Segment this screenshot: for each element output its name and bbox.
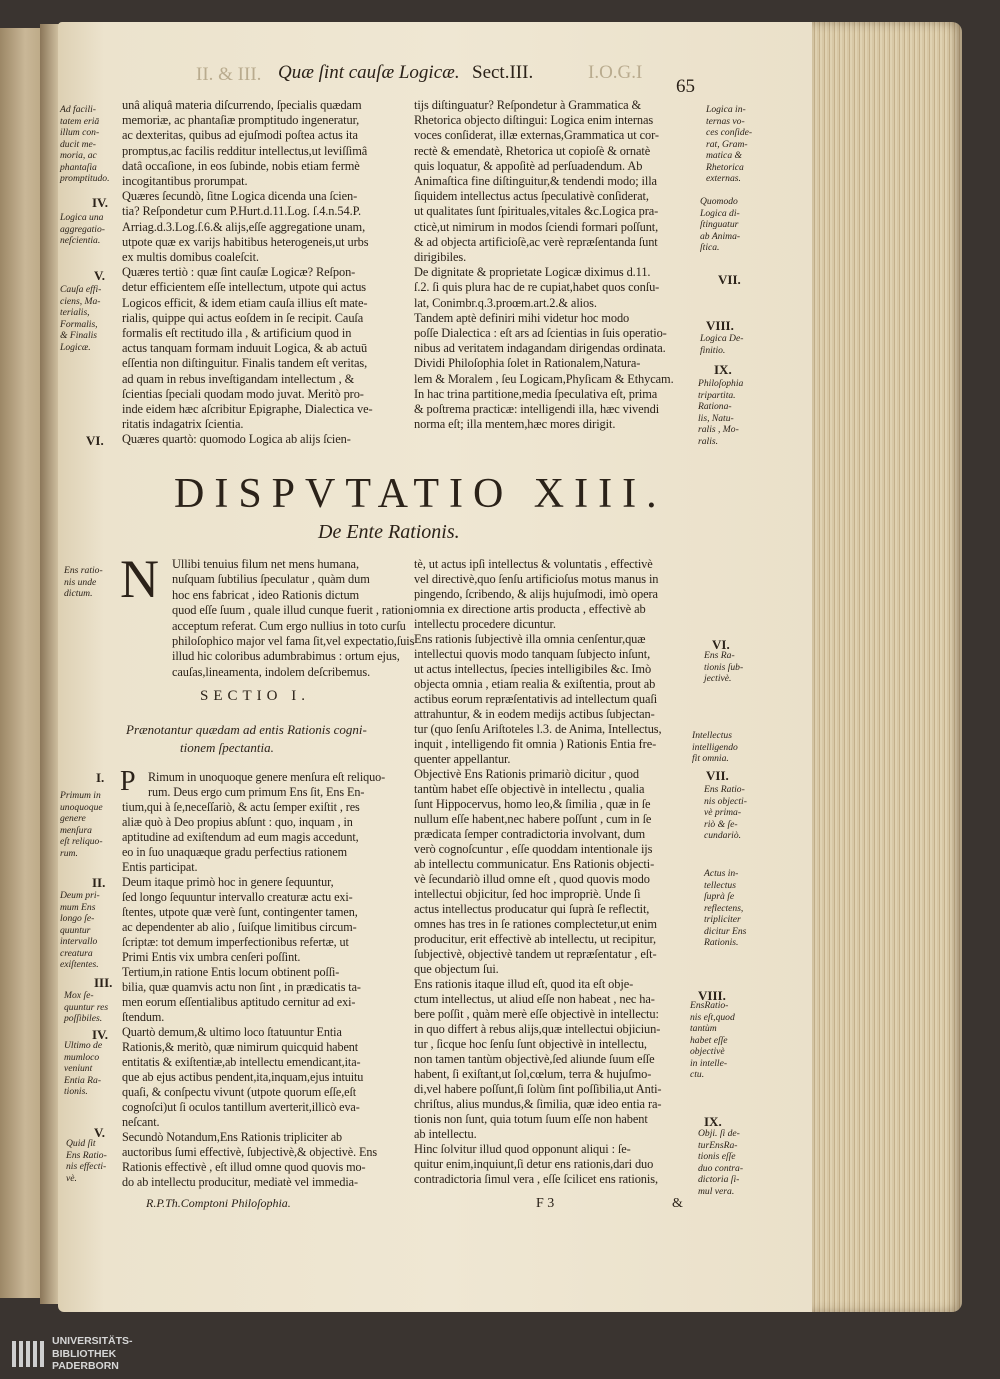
text-line: hoc ens fabricat , ideo Rationis dictum — [172, 587, 360, 602]
marginal-note: tellectus — [704, 879, 736, 891]
marginal-note: ſuprà ſe — [704, 891, 735, 902]
text-line: unâ aliquâ materia diſcurrendo, ſpecialis quædam — [122, 98, 362, 112]
text-line: Hinc ſolvitur illud quod opponunt aliqui : ſe- — [414, 1142, 631, 1156]
text-line: quitur enim,inquiunt,ſi detur ens rationis,dari duo — [414, 1157, 654, 1171]
marginal-note: vè. — [66, 1172, 77, 1184]
signature-mark: F 3 — [536, 1196, 555, 1211]
marginal-note: ſtinguatur — [700, 219, 739, 230]
marginal-note: reflectens, — [704, 902, 744, 914]
marginal-note: ctu. — [690, 1069, 705, 1080]
text-line: nibus ad veritatem indagandam dirigendas ordinata. — [414, 341, 666, 356]
text-line: Arriag.d.3.Log.ſ.6.& alijs,eſſe aggregatione unam, — [122, 219, 366, 234]
text-line: & poſtrema practicæ: intelligendi illa, hæc vivendi — [414, 402, 660, 416]
marginal-note: Quid ſit — [66, 1138, 96, 1149]
number-viii-top: VIII. — [706, 318, 734, 333]
marginal-note: Ens Ratio- — [704, 784, 745, 795]
marginal-note: illum con- — [60, 127, 100, 138]
text-line: quod eſſe ſuum , quale illud cunque fuerit , rationi — [172, 603, 414, 618]
marginal-note: Ad facili- — [60, 104, 96, 115]
text-line: Animaſtica fine diſtinguitur,& tendendi modo; illa — [414, 174, 657, 188]
text-line: promptus,ac facilis redditur intellectus,ut leviſſimâ — [122, 143, 368, 158]
text-line: attrahuntur, & in eodem medijs actibus ſubjectan- — [414, 707, 655, 721]
marginal-note: & Finalis — [60, 330, 98, 341]
number-ii: II. — [92, 875, 106, 890]
text-line: ut actus intellectus, ſpecies intelligibiles &c. Imò — [414, 662, 652, 676]
marginal-note: dicitur Ens — [704, 925, 747, 937]
marginal-note: ciens, Ma- — [60, 295, 101, 307]
number-iii: III. — [94, 975, 113, 990]
text-line: ab intellectu. — [414, 1127, 477, 1141]
marginal-note: Cauſa effi- — [60, 284, 102, 295]
text-line: omnes has tres in ſe rationes complectetur,ut enim — [414, 917, 657, 931]
marginal-note: turEnsRa- — [698, 1139, 738, 1151]
text-line: Rhetorica objecto diſtingui: Logica enim internas — [414, 113, 654, 128]
marginal-note: lis, Natu- — [698, 412, 734, 424]
marginal-note: creatura — [60, 947, 93, 959]
marginal-note: mul vera. — [698, 1185, 735, 1197]
marginal-note: matica & — [706, 150, 742, 161]
text-line: tè, ut actus ipſi intellectus & voluntatis , effectivè — [414, 557, 653, 571]
marginal-note: ducit me- — [60, 138, 96, 150]
text-line: lem & Moralem , ſeu Logicam,Phyſicam & Ethycam. — [414, 371, 674, 386]
text-line: entitatis & exiſtentiæ,ab intellectu emendicant,ita- — [122, 1055, 361, 1069]
marginal-note: Logica di- — [700, 207, 740, 219]
marginal-note: eſt reliquo- — [60, 836, 103, 847]
text-line: ad quam in rebus inveſtigandam intellectum , & — [122, 371, 355, 386]
marginal-note: tatem eriā — [60, 115, 100, 127]
catchword: & — [672, 1196, 683, 1211]
marginal-note: intelligendo — [692, 741, 738, 753]
text-line: intellectui quovis modo tanquam ſubjecto inſunt, — [414, 647, 651, 661]
text-line: lat, Conimbr.q.3.proœm.art.2.& alios. — [414, 295, 597, 310]
text-line: incogitantibus prorumpat. — [122, 174, 248, 188]
text-line: acceptum referat. Cum ergo nullius in toto curſu — [172, 618, 406, 633]
text-line: bilia, quæ quamvis actu non ſint , in prædicatis ta- — [122, 980, 361, 994]
text-line: rum. Deus ergo cum primum Ens ſit, Ens En- — [148, 785, 365, 799]
running-section: Sect.III. — [472, 62, 534, 83]
marginal-note: tionis ſub- — [704, 661, 744, 673]
text-line: tur , ſicque hoc ſenſu ſunt objectivè in intellectu, — [414, 1037, 647, 1051]
text-line: Objectivè Ens Rationis primariò dicitur , quod — [414, 767, 639, 781]
marginal-note: Ultimo de — [64, 1040, 103, 1051]
text-line: Tertium,in ratione Entis locum obtinent poſſi- — [122, 965, 340, 979]
text-line: voces conſiderat, illæ externas,Grammatica ut cor- — [414, 128, 659, 143]
text-line: objecta omnia , etiam realia & exiſtentia, prout ab — [414, 677, 656, 691]
text-line: tantùm habet eſſe objectivè in intellectu , qualia — [414, 782, 645, 796]
number-v: V. — [94, 1125, 105, 1140]
text-line: habent, ſi exiſtant,ut ſol,cœlum, terra & hujuſmo- — [414, 1067, 652, 1081]
number-v-top: V. — [94, 268, 105, 283]
marginal-note: riò & ſe- — [704, 818, 738, 830]
text-line: aptitudine ad exiſtendum ad eum magis accedunt, — [122, 830, 359, 844]
text-line: non tamen tantùm objectivè,ſed aliunde ſuum eſſe — [414, 1052, 655, 1066]
text-line: ritatis indagatrix ſcientia. — [122, 417, 244, 432]
text-line: prædicata ſemper contradictoria involvant, dum — [414, 827, 646, 841]
text-line: ut qualitates ſunt ſpirituales,vitales &c.Logica pra- — [414, 204, 659, 219]
text-line: ſtendum. — [122, 1010, 165, 1024]
text-line: tium,qui à ſe,neceſſariò, & actu ſemper exiſtit , res — [122, 800, 360, 814]
number-vii-top: VII. — [718, 272, 741, 287]
marginal-note: Philoſophia — [698, 378, 744, 389]
section-dropcap: P — [120, 766, 136, 797]
marginal-note: rat, Gram- — [706, 138, 748, 150]
text-line: vè ſecundariò illud omne eſt , quod quovis modo — [414, 872, 650, 886]
page-fore-edge — [812, 22, 962, 1312]
text-line: ſtentes, utpote quæ verè ſunt, contingenter tamen, — [122, 905, 358, 919]
marginal-note: cundariò. — [704, 830, 742, 841]
marginal-note: Deum pri- — [60, 890, 100, 901]
text-line: chriſtus, alius mundus,& ſimilia, quæ ideo entia ra- — [414, 1097, 662, 1111]
marginal-note: duo contra- — [698, 1162, 744, 1174]
text-line: neſcant. — [122, 1115, 160, 1129]
text-line: ſiquidem intellectus actus ſpeculativè conſiderat, — [414, 189, 649, 204]
text-line: Quartò demum,& ultimo loco ſtatuuntur Entia — [122, 1025, 342, 1039]
text-line: cognoſci)ut ſi oculos tantillum averterit,illicò eva- — [122, 1100, 360, 1114]
text-line: Primi Entis vix umbra cenſeri poſſint. — [122, 950, 301, 964]
library-logo-icon — [10, 1337, 46, 1371]
marginal-note: genere — [60, 813, 86, 824]
marginal-note: ſtica. — [700, 242, 720, 253]
marginal-note: quuntur — [60, 924, 91, 936]
marginal-note: Rationa- — [698, 401, 732, 412]
text-line: nuſquam ſubtilius ſpeculatur , quàm dum — [172, 572, 370, 587]
marginal-note: moria, ac — [60, 150, 97, 161]
marginal-note: habet eſſe — [690, 1034, 728, 1046]
number-vi-top: VI. — [86, 433, 104, 448]
marginal-note: Rationis. — [704, 937, 739, 948]
text-line: que ab ejus actibus pendent,ita,inquam,ejus intuitu — [122, 1070, 364, 1084]
marginal-note: tantùm — [690, 1023, 717, 1034]
text-line: eſſentia non diſtinguitur. Finalis tandem eſt veritas, — [122, 356, 368, 371]
text-line: ac dexteritas, quibus ad ejuſmodi poſtea actus ita — [122, 128, 358, 143]
number-vi: VI. — [712, 637, 730, 652]
text-line: ſed longo ſequuntur intervallo creaturæ actu exi- — [122, 890, 353, 904]
library-name — [52, 1335, 133, 1373]
marginal-note: intervallo — [60, 936, 98, 947]
text-line: Rationis,& meritò, quæ nimirum quicquid habent — [122, 1040, 359, 1054]
page-number: 65 — [676, 76, 695, 97]
text-line: dirigibiles. — [414, 250, 467, 264]
marginal-note: ternas vo- — [706, 115, 745, 127]
text-line: tur (quo ſenſu Ariſtoteles l.3. de Anima, Intellectus, — [414, 722, 662, 736]
text-line: ab intellectu communicatur. Ens Rationis objecti- — [414, 857, 655, 871]
marginal-note: vè prima- — [704, 807, 742, 818]
text-line: quaſi, & conſpectu vivunt (utpote quorum eſſe,eſt — [122, 1085, 357, 1099]
text-line: Logicos efficit, & idem etiam cauſa illius eſt mate- — [122, 295, 368, 310]
marginal-note: ralis. — [698, 435, 718, 447]
text-line: Secundò Notandum,Ens Rationis tripliciter ab — [122, 1130, 343, 1144]
marginal-note: finitio. — [700, 344, 726, 356]
text-line: datâ occaſione, in eos ſubinde, nobis etiam fermè — [122, 158, 360, 173]
marginal-note: longo ſe- — [60, 913, 95, 924]
library-logo — [0, 1329, 1000, 1379]
marginal-note: quuntur res — [64, 1001, 109, 1013]
marginal-note: ralis , Mo- — [698, 424, 739, 435]
marginal-note: rum. — [60, 847, 78, 859]
text-line: producitur, erit effectivè ab intellectu, ut recipitur, — [414, 932, 657, 946]
marginal-note: fit omnia. — [692, 753, 729, 764]
text-line: philoſophico major vel fama ſit,vel expectatio,ſuis — [172, 634, 415, 648]
text-line: ſcientias ſpeciali quodam modo juvat. Meritò pro- — [122, 386, 364, 401]
marginal-note: Intellectus — [692, 730, 732, 741]
text-line: & ad objecta artificioſè,ac verè repræſentanda ſunt — [414, 234, 658, 249]
text-line: nullum eſſe habent,nec habere poſſunt , cum in ſe — [414, 812, 652, 826]
marginal-note: Logica una — [60, 212, 104, 223]
text-line: actus intellectus producatur qui ſuprà ſe reflectit, — [414, 902, 650, 916]
marginal-note: Logicæ. — [60, 341, 91, 353]
marginal-note: Entia Ra- — [64, 1074, 102, 1086]
library-line-3: PADERBORN — [52, 1360, 119, 1372]
sectio-title: SECTIO I. — [200, 688, 310, 704]
text-line: detur efficientem eſſe intellectum, utpote qui actus — [122, 280, 367, 295]
text-line: di,vel habere poſſunt,ſi ſolùm ſint poſſibilia,ut Anti- — [414, 1082, 662, 1096]
marginal-note: nis objecti- — [704, 795, 747, 807]
marginal-note: Ens Ra- — [704, 650, 735, 661]
number-iv-top: IV. — [92, 195, 109, 210]
text-line: actus tanquam formam induuit Logica, & ab actuū — [122, 341, 368, 356]
number-vii: VII. — [706, 768, 729, 783]
marginal-note: phantaſia — [60, 161, 97, 173]
number-ix-top: IX. — [714, 362, 732, 377]
marginal-note: Logica in- — [706, 104, 746, 115]
text-line: do ab intellectu producitur, mediatè vel immedia- — [122, 1175, 358, 1189]
text-line: norma eſt; illa mentem,hæc mores dirigit. — [414, 417, 616, 432]
marginal-note: nis unde — [64, 576, 97, 588]
text-line: rialis, quippe qui actus eoſdem in ſe recipit. Cauſa — [122, 310, 364, 325]
text-line: Quæres tertiò : quæ ſint cauſæ Logicæ? Reſpon- — [122, 265, 356, 280]
text-line: Dividi Philoſophia ſolet in Rationalem,Natura- — [414, 356, 641, 371]
marginal-note: exiſtentes. — [60, 959, 99, 970]
signature-line: R.P.Th.Comptoni Philoſophia. — [146, 1196, 291, 1210]
text-line: Rationis effectivè , eſt illud omne quod quovis mo- — [122, 1160, 366, 1174]
marginal-note: Ens ratio- — [64, 565, 103, 576]
running-title: Quæ ſint cauſæ Logicæ. — [278, 62, 460, 83]
marginal-note: tionis. — [64, 1086, 88, 1097]
text-line: quenter appellantur. — [414, 752, 511, 766]
marginal-note: poſſibiles. — [64, 1013, 103, 1024]
text-line: verò cognoſcuntur , eſſe quoddam intentionale ijs — [414, 842, 653, 856]
sectio-subtitle-line-1: Prænotantur quædam ad entis Rationis cogni- — [126, 722, 367, 737]
marginal-note: dictum. — [64, 588, 93, 599]
text-line: tionis non ſunt, quia totum ſuum eſſe non habent — [414, 1112, 648, 1126]
text-line: inde eidem hæc aſcribitur Epigraphe, Dialectica ve- — [122, 402, 373, 416]
marginal-note: mum Ens — [60, 901, 96, 913]
marginal-note: terialis, — [60, 307, 90, 318]
marginal-note: tionis eſſe — [698, 1151, 736, 1162]
text-line: Entis participat. — [122, 860, 198, 874]
text-line: aliæ quò à Deo propius abſunt : quo, inquam , in — [122, 815, 353, 829]
text-line: Deum itaque primò hoc in genere ſequuntur, — [122, 875, 334, 889]
text-line: memoriæ, ac phantaſiæ promptitudo ingeneratur, — [122, 113, 360, 128]
text-line: men eorum eſſentialibus aptitudo cernitur ad exi- — [122, 995, 356, 1009]
marginal-note: Actus in- — [704, 868, 739, 879]
text-line: Tandem aptè definiri mihi videtur hoc modo — [414, 310, 630, 325]
text-line: contradictoria ſimul vera , eſſe ſcilicet ens rationis, — [414, 1172, 658, 1186]
number-i: I. — [96, 770, 105, 785]
text-line: Ens rationis ſubjectivè illa omnia cenſentur,quæ — [414, 632, 646, 646]
marginal-note: aggregatio- — [60, 223, 105, 235]
disputatio-title: DISPVTATIO XIII. — [174, 471, 667, 517]
marginal-note: Primum in — [60, 790, 101, 801]
bleed-through-right: I.O.G.I — [588, 62, 643, 83]
marginal-note: jectivè. — [704, 673, 732, 684]
text-line: intellectui objicitur, ſed hoc impropriè. Unde ſi — [414, 887, 641, 901]
marginal-note: promptitudo. — [60, 173, 110, 184]
text-line: intellectu procedere dicuntur. — [414, 617, 556, 631]
text-line: ſubjectivè, objectivè tandem ut repræſentatur , eſt- — [414, 947, 657, 961]
number-ix: IX. — [704, 1114, 722, 1129]
number-viii: VIII. — [698, 988, 726, 1003]
text-line: poſſe Dialectica : eſt ars ad ſcientias in ſuis operatio- — [414, 326, 667, 340]
text-line: ctum intellectus, ut aliud eſſe non habeat , nec ha- — [414, 992, 655, 1006]
text-line: Quæres quartò: quomodo Logica ab alijs ſcien- — [122, 432, 351, 447]
marginal-note: Mox ſe- — [64, 990, 94, 1001]
number-iv: IV. — [92, 1027, 109, 1042]
marginal-note: externas. — [706, 173, 741, 184]
text-line: cticè,ut nimirum in modos ſciendi formari poſſunt, — [414, 219, 659, 234]
text-line: ex multis domibus coaleſcit. — [122, 250, 259, 264]
text-line: pingendo, ſcribendo, & alijs hujuſmodi, imò opera — [414, 587, 658, 601]
marginal-note: nis eſt,quod — [690, 1011, 735, 1023]
text-line: bere poſſit , quàm merè eſſe objectivè in intellectu: — [414, 1007, 659, 1021]
marginal-note: Logica De- — [700, 333, 744, 344]
marginal-note: tripliciter — [704, 914, 741, 925]
text-line: Ullibi tenuius filum net mens humana, — [172, 557, 359, 571]
library-line-1: UNIVERSITÄTS- — [52, 1335, 133, 1347]
marginal-note: in intelle- — [690, 1057, 728, 1069]
marginal-note: ces conſide- — [706, 127, 753, 138]
marginal-note: EnsRatio- — [690, 1000, 729, 1011]
text-line: illud hic coloribus adumbrabimus : ortum ejus, — [172, 649, 400, 664]
text-line: Rimum in unoquoque genere menſura eſt reliquo- — [148, 770, 386, 784]
text-line: ſcriptæ: tot demum imperfectionibus refertæ, ut — [122, 935, 349, 949]
marginal-note: Quomodo — [700, 196, 738, 207]
marginal-note: Rhetorica — [706, 161, 744, 173]
text-line: Ens rationis itaque illud eſt, quod ita eſt obje- — [414, 977, 634, 991]
text-line: In hac trina partitione,media ſpeculativa eſt, prima — [414, 386, 658, 401]
marginal-note: objectivè — [690, 1046, 725, 1057]
marginal-note: mumloco — [64, 1051, 100, 1063]
library-line-2: BIBLIOTHEK — [52, 1347, 117, 1360]
text-line: ſunt Hippocervus, homo leo,& ſimilia , quæ in ſe — [414, 797, 651, 811]
disputatio-subtitle: De Ente Rationis. — [318, 521, 460, 543]
marginal-note: neſcientia. — [60, 235, 101, 246]
text-line: actibus eorum repræſentativis ad intellectum quaſi — [414, 692, 658, 706]
text-line: formalis eſt rectitudo illa , & artificium quod in — [122, 326, 352, 340]
text-line: utpote quæ ex varijs habitibus heterogeneis,ut urbs — [122, 234, 369, 249]
marginal-note: dictoria ſi- — [698, 1174, 740, 1185]
text-line: inquit , intelligendo fit omnia ) Rationis Entia fre- — [414, 737, 657, 751]
text-line: vel directivè,quo ſenſu artificioſus motus manus in — [414, 572, 659, 586]
text-line: tia? Reſpondetur cum P.Hurt.d.11.Log. ſ.4.n.54.P. — [122, 204, 361, 219]
marginal-note: ab Anima- — [700, 230, 741, 242]
text-line: De dignitate & proprietate Logicæ diximus d.11. — [414, 265, 651, 280]
marginal-note: unoquoque — [60, 801, 103, 813]
text-line: cauſas,lineamenta, indolem deſcribemus. — [172, 664, 371, 679]
marginal-note: Obji. ſi de- — [698, 1128, 740, 1139]
marginal-note: Formalis, — [60, 318, 98, 330]
text-line: Quæres ſecundò, ſitne Logica dicenda una ſcien- — [122, 189, 358, 204]
marginal-note: menſura — [60, 824, 92, 836]
bleed-through-left: II. & III. — [196, 64, 262, 85]
text-line: in quo differt à rebus alijs,quæ intellectui objiciun- — [414, 1022, 661, 1036]
text-line: auctoribus ſumi effectivè, ſubjectivè,& objectivè. Ens — [122, 1145, 377, 1159]
text-line: quis loquatur, & appoſitè ad perſuadendum. Ab — [414, 158, 643, 173]
marginal-note: nis effecti- — [66, 1161, 107, 1172]
marginal-note: Ens Ratio- — [66, 1149, 107, 1161]
text-line: omnia ex directione artis producta , effectivè ab — [414, 602, 646, 616]
text-line: que objectum ſui. — [414, 962, 499, 976]
sectio-subtitle-line-2: tionem ſpectantia. — [180, 740, 274, 755]
text-line: eo in ſuo unaquæque gradu perfectius rationem — [122, 845, 347, 859]
marginal-note: veniunt — [64, 1063, 93, 1074]
text-line: rectè & emendatè, Rhetorica ut copioſè & ornatè — [414, 143, 651, 158]
intro-dropcap: N — [120, 549, 159, 609]
text-line: ſ.2. ſi quis plura hac de re cupiat,habet quos conſu- — [414, 280, 660, 295]
text-line: tijs diſtinguatur? Reſpondetur à Grammatica & — [414, 98, 642, 112]
marginal-note: tripartita. — [698, 389, 736, 401]
text-line: ac dependenter ab alio , ſuiſque limitibus circum- — [122, 920, 357, 934]
